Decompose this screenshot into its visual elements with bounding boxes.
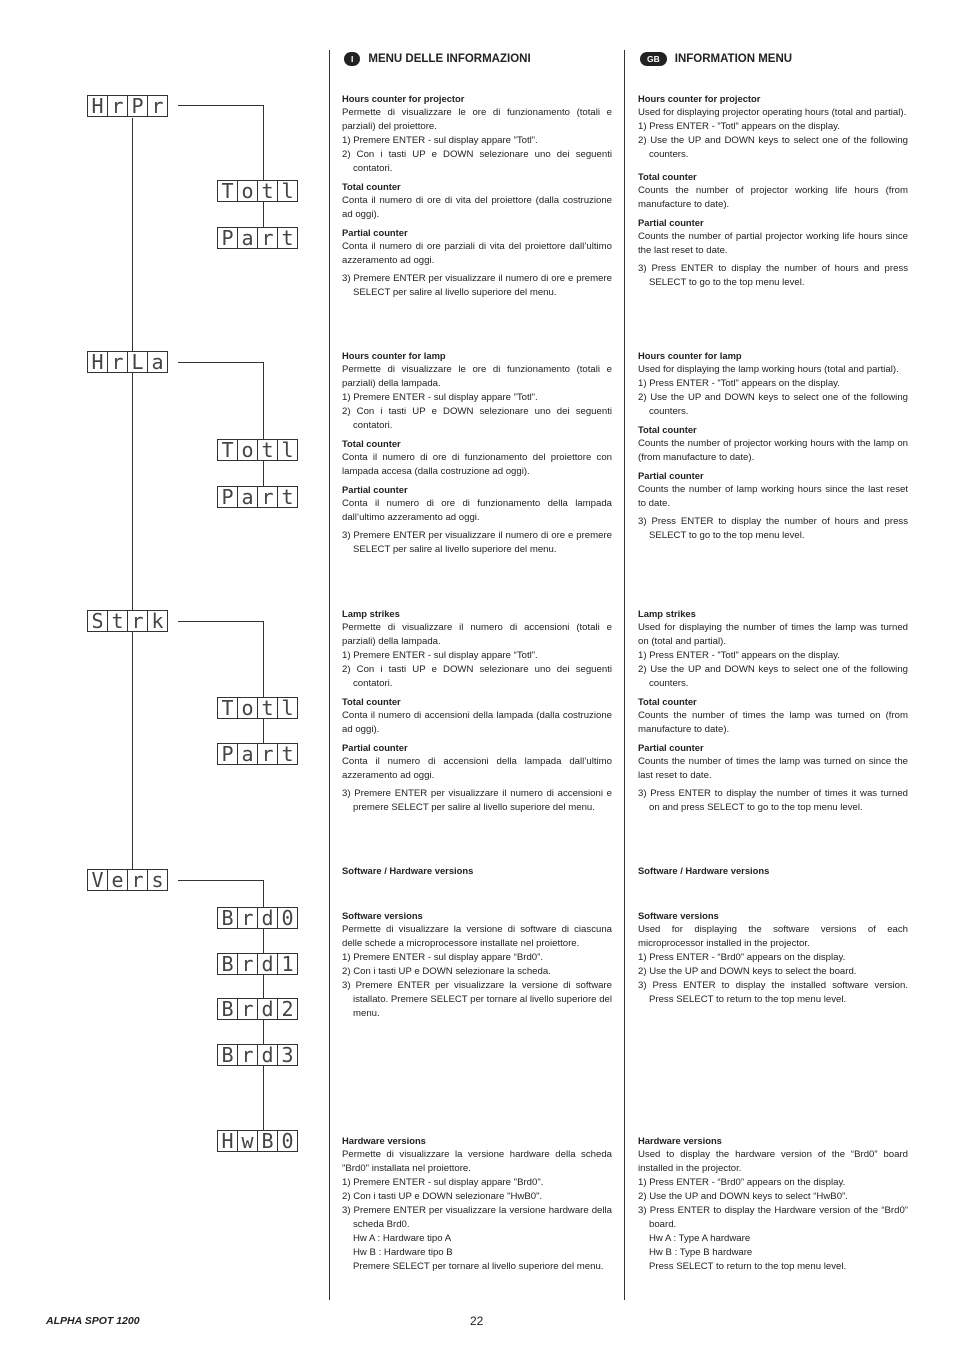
display-digit: H — [217, 1130, 238, 1152]
display-digit: t — [257, 697, 278, 719]
step: 2) Use the UP and DOWN keys to select the board. — [638, 966, 857, 977]
page-number: 22 — [470, 1314, 484, 1328]
step-detail: Hw B : Type B hardware — [649, 1247, 753, 1258]
display-digit: t — [257, 439, 278, 461]
display-digit: o — [237, 180, 258, 202]
display-brd3 — [217, 1044, 298, 1066]
display-digit: T — [217, 180, 238, 202]
paragraph: Conta il numero di ore di funzionamento della lampada dall’ultimo azzeramento ad oggi. — [342, 498, 612, 523]
display-digit: B — [217, 953, 238, 975]
display-digit: P — [217, 486, 238, 508]
connector-line — [178, 621, 263, 622]
display-digit: r — [237, 1044, 258, 1066]
step: 3) Press ENTER to display the number of hours and press SELECT to go to the top menu level. — [638, 263, 908, 288]
it-lamp-section — [342, 349, 612, 557]
column-divider — [329, 50, 330, 1300]
step: 3) Press ENTER to display the installed software version. Press SELECT to return to the top menu level. — [638, 980, 908, 1005]
display-digit: L — [127, 351, 148, 373]
section-title: Hours counter for lamp — [342, 350, 446, 361]
display-digit: r — [127, 610, 148, 632]
paragraph: Counts the number of partial projector working life hours since the last reset to date. — [638, 231, 908, 256]
display-digit: r — [147, 95, 168, 117]
display-hrpr-totl — [217, 180, 298, 202]
display-digit: 3 — [277, 1044, 298, 1066]
display-digit: d — [257, 953, 278, 975]
display-digit: 2 — [277, 998, 298, 1020]
display-digit: t — [277, 743, 298, 765]
step: 1) Press ENTER - “Brd0” appears on the display. — [638, 1177, 846, 1188]
display-digit: r — [237, 998, 258, 1020]
en-strikes-section — [638, 607, 908, 815]
connector-line — [263, 621, 264, 754]
display-digit: B — [217, 907, 238, 929]
it-versions-section — [342, 864, 612, 878]
step: 3) Premere ENTER per visualizzare la versione hardware della scheda Brd0. — [342, 1205, 612, 1230]
section-title: Software versions — [638, 910, 719, 921]
display-digit: a — [237, 743, 258, 765]
display-digit: w — [237, 1130, 258, 1152]
display-vers — [87, 869, 168, 891]
section-title: Hours counter for projector — [638, 93, 761, 104]
step-detail: Premere SELECT per tornare al livello superiore del menu. — [353, 1261, 604, 1272]
display-strk-totl — [217, 697, 298, 719]
display-digit: r — [257, 743, 278, 765]
paragraph: Conta il numero di ore di funzionamento del proiettore con lampada accesa (dalla costruzione ad oggi). — [342, 452, 612, 477]
step-detail: Hw B : Hardware tipo B — [353, 1247, 453, 1258]
column-divider — [624, 50, 625, 1300]
it-badge: I — [344, 52, 360, 66]
subsection-title: Partial counter — [342, 742, 408, 753]
paragraph: Permette di visualizzare la versione di software di ciascuna delle schede a microprocessore installate nel proiettore. — [342, 924, 612, 949]
subsection-title: Total counter — [342, 438, 401, 449]
section-title: Software versions — [342, 910, 423, 921]
step: 2) Use the UP and DOWN keys to select one of the following counters. — [638, 664, 908, 689]
display-digit: t — [277, 486, 298, 508]
connector-line — [178, 105, 263, 106]
display-digit: a — [237, 486, 258, 508]
en-hardware-section — [638, 1134, 908, 1274]
subsection-title: Total counter — [342, 181, 401, 192]
paragraph: Used to display the hardware version of the “Brd0” board installed in the projector. — [638, 1149, 908, 1174]
subsection-title: Partial counter — [342, 227, 408, 238]
display-digit: t — [277, 227, 298, 249]
display-digit: B — [217, 1044, 238, 1066]
en-versions-section — [638, 864, 908, 878]
display-brd0 — [217, 907, 298, 929]
paragraph: Permette di visualizzare il numero di accensioni (totali e parziali) della lampada. — [342, 622, 612, 647]
step: 1) Press ENTER - ”Totl” appears on the display. — [638, 378, 840, 389]
it-projector-section — [342, 92, 612, 300]
connector-line — [178, 880, 263, 881]
subsection-title: Total counter — [638, 424, 697, 435]
paragraph: Counts the number of lamp working hours since the last reset to date. — [638, 484, 908, 509]
paragraph: Conta il numero di ore di vita del proiettore (dalla costruzione ad oggi). — [342, 195, 612, 220]
paragraph: Conta il numero di accensioni della lampada (dalla costruzione ad oggi). — [342, 710, 612, 735]
section-title: Hours counter for projector — [342, 93, 465, 104]
display-digit: o — [237, 697, 258, 719]
paragraph: Counts the number of times the lamp was turned on since the last reset to date. — [638, 756, 908, 781]
paragraph: Used for displaying the lamp working hours (total and partial). — [638, 364, 899, 375]
display-digit: V — [87, 869, 108, 891]
step: 3) Press ENTER to display the number of hours and press SELECT to go to the top menu level. — [638, 516, 908, 541]
display-digit: l — [277, 180, 298, 202]
display-digit: r — [237, 907, 258, 929]
connector-line — [263, 105, 264, 239]
display-hrpr-part — [217, 227, 298, 249]
section-title: Lamp strikes — [638, 608, 696, 619]
en-projector-section — [638, 92, 908, 290]
paragraph: Conta il numero di ore parziali di vita del proiettore dall’ultimo azzeramento ad oggi. — [342, 241, 612, 266]
display-digit: 0 — [277, 907, 298, 929]
it-software-section — [342, 909, 612, 1021]
step: 3) Premere ENTER per visualizzare la versione di software istallato. Premere SELECT per tornare al livello superiore del menu. — [342, 980, 612, 1019]
display-brd2 — [217, 998, 298, 1020]
en-software-section — [638, 909, 908, 1007]
step: 1) Press ENTER - ”Totl” appears on the display. — [638, 650, 840, 661]
subsection-title: Partial counter — [342, 484, 408, 495]
display-hwb0 — [217, 1130, 298, 1152]
paragraph: Used for displaying the software versions of each microprocessor installed in the projector. — [638, 924, 908, 949]
step: 2) Con i tasti UP e DOWN selezionare uno dei seguenti contatori. — [342, 406, 612, 431]
step: 1) Premere ENTER - sul display appare “Totl”. — [342, 650, 538, 661]
display-digit: d — [257, 998, 278, 1020]
display-strk — [87, 610, 168, 632]
step: 1) Premere ENTER - sul display appare ”Totl”. — [342, 392, 538, 403]
display-digit: t — [107, 610, 128, 632]
it-header — [344, 52, 531, 66]
display-digit: P — [217, 227, 238, 249]
it-strikes-section — [342, 607, 612, 815]
paragraph: Used for displaying the number of times the lamp was turned on (total and partial). — [638, 622, 908, 647]
step: 2) Use the UP and DOWN keys to select one of the following counters. — [638, 392, 908, 417]
tree-trunk-line — [132, 118, 133, 881]
display-digit: a — [147, 351, 168, 373]
step: 1) Press ENTER - “Brd0” appears on the display. — [638, 952, 846, 963]
display-digit: S — [87, 610, 108, 632]
display-digit: B — [257, 1130, 278, 1152]
display-digit: P — [217, 743, 238, 765]
display-brd1 — [217, 953, 298, 975]
display-digit: r — [237, 953, 258, 975]
it-hardware-section — [342, 1134, 612, 1274]
step: 3) Press ENTER to display the number of times it was turned on and press SELECT to go to the top menu level. — [638, 788, 908, 813]
step: 3) Premere ENTER per visualizzare il numero di ore e premere SELECT per salire al livello superiore del menu. — [342, 273, 612, 298]
display-digit: 0 — [277, 1130, 298, 1152]
display-digit: r — [257, 227, 278, 249]
display-digit: d — [257, 1044, 278, 1066]
display-digit: 1 — [277, 953, 298, 975]
step: 3) Premere ENTER per visualizzare il numero di ore e premere SELECT per salire al livello superiore del menu. — [342, 530, 612, 555]
display-digit: s — [147, 869, 168, 891]
step: 2) Use the UP and DOWN keys to select one of the following counters. — [638, 135, 908, 160]
step: 2) Con i tasti UP e DOWN selezionare uno dei seguenti contatori. — [342, 149, 612, 174]
section-title: Hardware versions — [342, 1135, 426, 1146]
display-digit: P — [127, 95, 148, 117]
subsection-title: Partial counter — [638, 742, 704, 753]
subsection-title: Total counter — [638, 696, 697, 707]
step: 1) Premere ENTER - sul display appare “Brd0”. — [342, 952, 544, 963]
display-hrla-totl — [217, 439, 298, 461]
product-name: ALPHA SPOT 1200 — [46, 1315, 140, 1327]
paragraph: Counts the number of projector working life hours (from manufacture to date). — [638, 185, 908, 210]
paragraph: Counts the number of projector working hours with the lamp on (from manufacture to date). — [638, 438, 908, 463]
display-digit: d — [257, 907, 278, 929]
display-digit: r — [257, 486, 278, 508]
section-title: Hardware versions — [638, 1135, 722, 1146]
section-title: Software / Hardware versions — [638, 865, 770, 876]
step: 1) Premere ENTER - sul display appare ”Totl”. — [342, 135, 538, 146]
subsection-title: Total counter — [638, 171, 697, 182]
step: 3) Premere ENTER per visualizzare il numero di accensioni e premere SELECT per salire al livello superiore del menu. — [342, 788, 612, 813]
paragraph: Permette di visualizzare le ore di funzionamento (totali e parziali) del proiettore. — [342, 107, 612, 132]
subsection-title: Partial counter — [638, 217, 704, 228]
section-title: Software / Hardware versions — [342, 865, 474, 876]
display-digit: k — [147, 610, 168, 632]
display-hrla-part — [217, 486, 298, 508]
display-digit: B — [217, 998, 238, 1020]
en-lamp-section — [638, 349, 908, 543]
step: 2) Use the UP and DOWN keys to select “HwB0”. — [638, 1191, 848, 1202]
paragraph: Used for displaying projector operating hours (total and partial). — [638, 107, 907, 118]
subsection-title: Total counter — [342, 696, 401, 707]
step: 2) Con i tasti UP e DOWN selezionare la scheda. — [342, 966, 551, 977]
display-digit: a — [237, 227, 258, 249]
en-header — [640, 52, 792, 66]
step-detail: Hw A : Type A hardware — [649, 1233, 751, 1244]
display-digit: o — [237, 439, 258, 461]
subsection-title: Partial counter — [638, 470, 704, 481]
en-badge: GB — [640, 52, 667, 66]
step-detail: Press SELECT to return to the top menu level. — [649, 1261, 847, 1272]
connector-line — [178, 362, 263, 363]
step: 1) Premere ENTER - sul display appare "Brd0". — [342, 1177, 544, 1188]
display-hrpr — [87, 95, 168, 117]
step-detail: Hw A : Hardware tipo A — [353, 1233, 452, 1244]
display-digit: r — [127, 869, 148, 891]
display-digit: T — [217, 697, 238, 719]
step: 1) Press ENTER - ”Totl” appears on the display. — [638, 121, 840, 132]
display-digit: e — [107, 869, 128, 891]
paragraph: Permette di visualizzare le ore di funzionamento (totali e parziali) della lampada. — [342, 364, 612, 389]
paragraph: Counts the number of times the lamp was turned on (from manufacture to date). — [638, 710, 908, 735]
step: 3) Press ENTER to display the Hardware version of the “Brd0” board. — [638, 1205, 908, 1230]
display-digit: H — [87, 351, 108, 373]
display-hrla — [87, 351, 168, 373]
connector-line — [263, 362, 264, 496]
paragraph: Permette di visualizzare la versione hardware della scheda "Brd0" installata nel proiettore. — [342, 1149, 612, 1174]
step: 2) Con i tasti UP e DOWN selezionare "HwB0". — [342, 1191, 543, 1202]
en-title: INFORMATION MENU — [674, 53, 793, 65]
display-digit: l — [277, 439, 298, 461]
display-digit: T — [217, 439, 238, 461]
step: 2) Con i tasti UP e DOWN selezionare uno dei seguenti contatori. — [342, 664, 612, 689]
it-title: MENU DELLE INFORMAZIONI — [368, 53, 531, 65]
display-digit: r — [107, 95, 128, 117]
paragraph: Conta il numero di accensioni della lampada dall’ultimo azzeramento ad oggi. — [342, 756, 612, 781]
display-digit: r — [107, 351, 128, 373]
display-strk-part — [217, 743, 298, 765]
display-digit: t — [257, 180, 278, 202]
section-title: Hours counter for lamp — [638, 350, 742, 361]
section-title: Lamp strikes — [342, 608, 400, 619]
display-digit: l — [277, 697, 298, 719]
display-digit: H — [87, 95, 108, 117]
